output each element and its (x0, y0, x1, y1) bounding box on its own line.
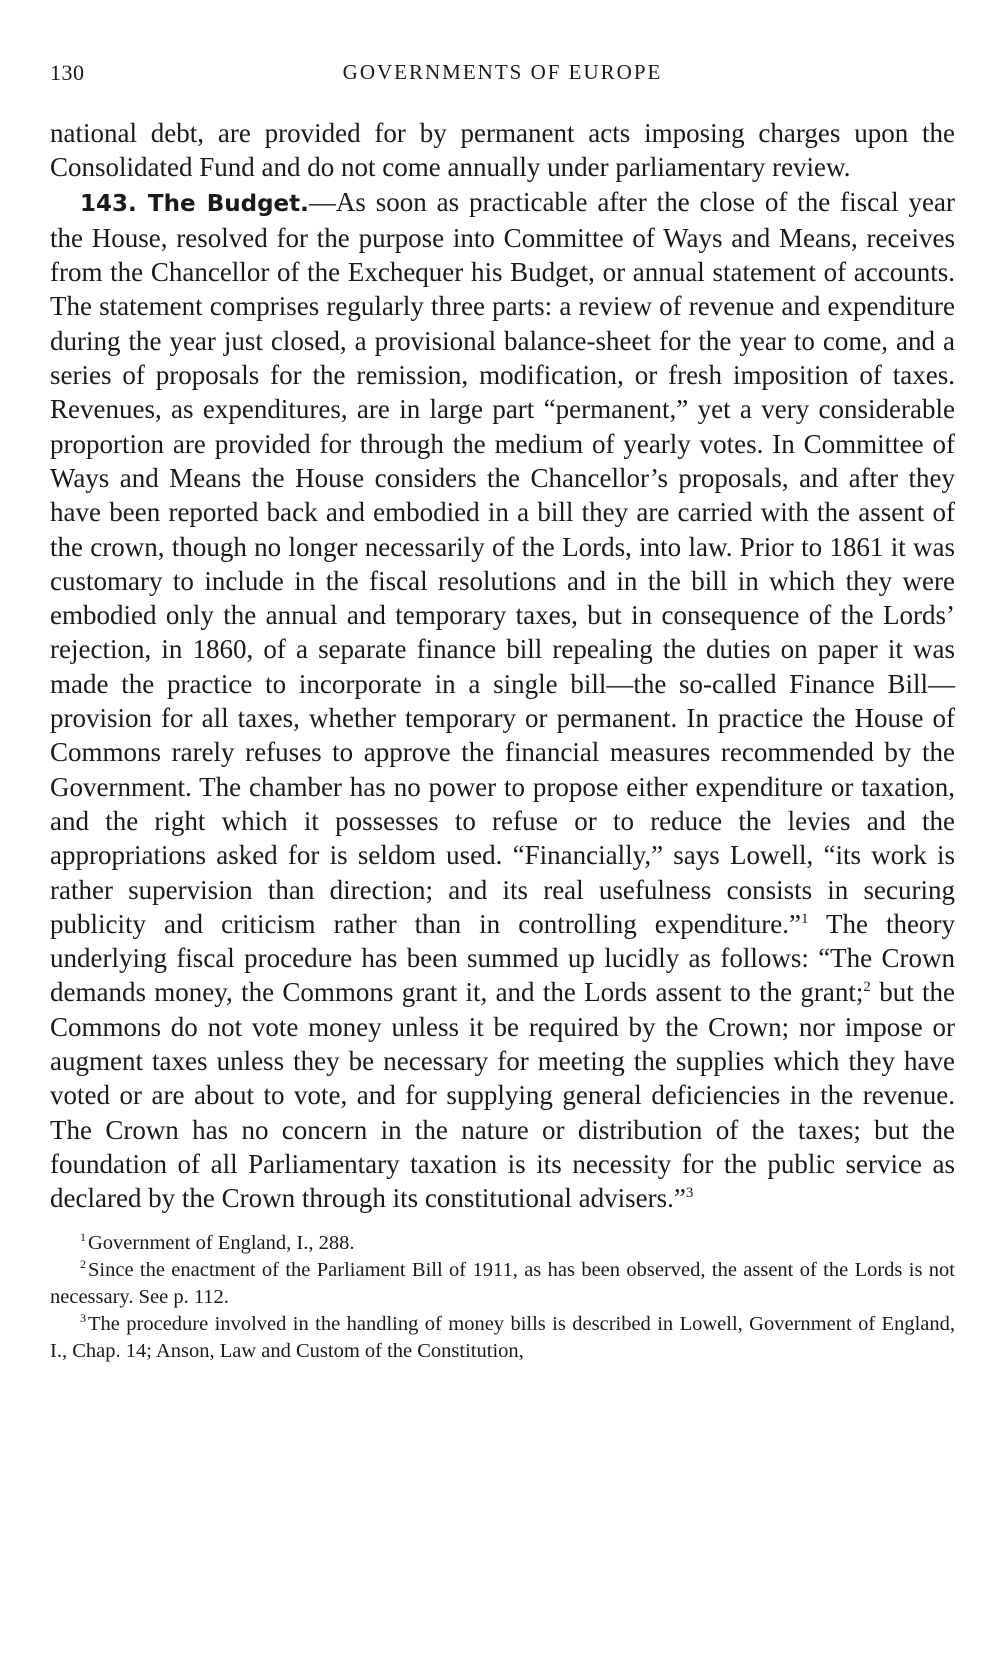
section-text-part1: —As soon as practicable after the close of the fiscal year the House, resolved for the purpose into Committee of Ways and Means, receives from the Chancellor of the Exchequer his Budget, or annual statement of accounts. The statement comprises regularly three parts: a review of revenue and expenditure during the year just closed, a provisional balance-sheet for the year to come, and a series of proposals for the remission, modification, or fresh imposition of taxes. Revenues, as expenditures, are in large part “permanent,” yet a very considerable proportion are provided for through the medium of yearly votes. In Committee of Ways and Means the House considers the Chancellor’s proposals, and after they have been reported back and embodied in a bill they are carried with the assent of the crown, though no longer necessarily of the Lords, into law. Prior to 1861 it was customary to include in the fiscal resolutions and in the bill in which they were embodied only the annual and temporary taxes, but in consequence of the Lords’ rejection, in 1860, of a separate finance bill repealing the duties on paper it was made the practice to incorporate in a single bill—the so-called Finance Bill—provision for all taxes, whether temporary or permanent. In practice the House of Commons rarely refuses to approve the financial measures recommended by the Government. The chamber has no power to propose either expenditure or taxation, and the right which it possesses to refuse or to reduce the levies and the appropriations asked for is seldom used. “Financially,” says Lowell, “its work is rather supervision than direction; and its real usefulness consists in securing publicity and criticism rather than in controlling expenditure.” (50, 186, 955, 939)
footnote-text: Government of England, I., 288. (88, 1231, 355, 1254)
footnote-ref-2[interactable]: 2 (863, 979, 871, 996)
footnote-text: Since the enactment of the Parliament Bill of 1911, as has been observed, the assent of the Lords is not necessary. See p. 112. (50, 1258, 955, 1308)
running-head (50, 60, 955, 94)
section-heading: 143. The Budget. (80, 190, 309, 217)
page-number: 130 (50, 60, 85, 85)
footnote-ref-1[interactable]: 1 (800, 910, 809, 927)
section-text-part2: The theory underlying fiscal procedure has been summed up lucidly as follows: “The Crown demands money, the Commons grant it, and the Lords assent to the grant; (50, 908, 956, 1008)
main-text (50, 116, 955, 1216)
section-text-part3: but the Commons do not vote money unless it be required by the Crown; nor impose or augment taxes unless they be necessary for meeting the supplies which they have voted or are about to vote, and for supplying general deficiencies in the revenue. The Crown has no concern in the nature or distribution of the taxes; but the foundation of all Parliamentary taxation is its necessity for the public service as declared by the Crown through its constitutional advisers.” (50, 977, 955, 1214)
footnotes (50, 1230, 955, 1365)
footnote-ref-3[interactable]: 3 (685, 1185, 694, 1202)
footnote-text: The procedure involved in the handling of money bills is described in Lowell, Government of England, I., Chap. 14; Anson, Law and Custom of the Constitution, (50, 1312, 955, 1362)
footnote-2 (50, 1257, 955, 1311)
footnote-mark: 1 (80, 1229, 86, 1244)
running-title: GOVERNMENTS OF EUROPE (342, 60, 663, 84)
footnote-mark: 3 (80, 1310, 86, 1325)
book-page (50, 60, 955, 1365)
continuation-paragraph: national debt, are provided for by permanent acts imposing charges upon the Consolidated Fund and do not come annually under parliamentary review. (50, 118, 955, 183)
footnote-3 (50, 1311, 955, 1365)
footnote-mark: 2 (80, 1256, 86, 1271)
footnote-1 (50, 1230, 955, 1257)
section-paragraph (50, 185, 955, 1216)
